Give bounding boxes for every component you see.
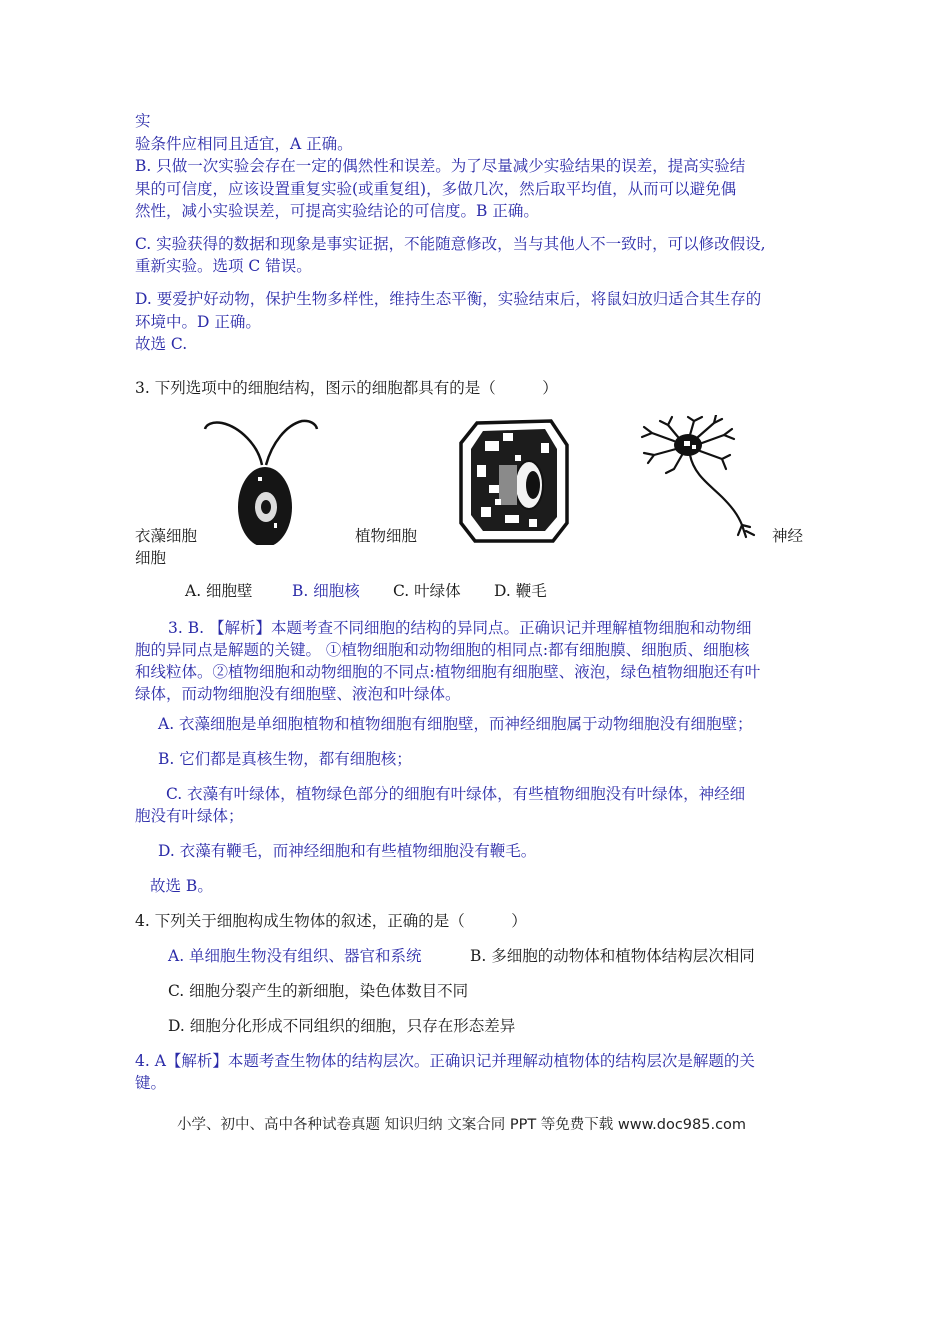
analysis-line: 故选 C. [135, 335, 188, 353]
question-stem: 3. 下列选项中的细胞结构，图示的细胞都具有的是（ ） [135, 379, 558, 397]
analysis-line: 胞没有叶绿体； [135, 807, 244, 825]
question-stem: 4. 下列关于细胞构成生物体的叙述，正确的是（ ） [135, 912, 527, 930]
plant-cell-icon [455, 415, 575, 545]
analysis-line: D. 要爱护好动物，保护生物多样性，维持生态平衡，实验结束后，将鼠妇放归适合其生存的 [135, 290, 762, 308]
analysis-line: 验条件应相同且适宜，A 正确。 [135, 135, 353, 153]
option-d: D. 鞭毛 [494, 582, 547, 600]
option-a: A. 单细胞生物没有组织、器官和系统 [168, 947, 422, 965]
figure-caption: 植物细胞 [355, 527, 418, 545]
analysis-line: 故选 B。 [150, 877, 213, 895]
analysis-line: 果的可信度，应该设置重复实验(或重复组)，多做几次，然后取平均值，从而可以避免偶 [135, 180, 737, 198]
option-c: C. 叶绿体 [393, 582, 461, 600]
analysis-line: 3. B. 【解析】本题考查不同细胞的结构的异同点。正确识记并理解植物细胞和动物细 [168, 619, 752, 637]
analysis-line: 键。 [135, 1074, 167, 1092]
analysis-line: 环境中。D 正确。 [135, 313, 261, 331]
analysis-line: D. 衣藻有鞭毛，而神经细胞和有些植物细胞没有鞭毛。 [158, 842, 537, 860]
chlamydomonas-icon [200, 415, 320, 545]
analysis-line: 实 [135, 112, 151, 130]
figure-caption: 神经 [772, 527, 804, 545]
option-b: B. 多细胞的动物体和植物体结构层次相同 [470, 947, 755, 965]
analysis-line: B. 它们都是真核生物，都有细胞核； [158, 750, 412, 768]
analysis-line: 绿体，而动物细胞没有细胞壁、液泡和叶绿体。 [135, 685, 461, 703]
analysis-line: C. 衣藻有叶绿体，植物绿色部分的细胞有叶绿体，有些植物细胞没有叶绿体，神经细 [166, 785, 746, 803]
option-d: D. 细胞分化形成不同组织的细胞，只存在形态差异 [168, 1017, 516, 1035]
figure-caption: 细胞 [135, 549, 167, 567]
analysis-line: 然性，减小实验误差，可提高实验结论的可信度。B 正确。 [135, 202, 539, 220]
analysis-line: 胞的异同点是解题的关键。 ①植物细胞和动物细胞的相同点:都有细胞膜、细胞质、细胞核 [135, 641, 750, 659]
neuron-icon [638, 415, 773, 545]
figure-caption: 衣藻细胞 [135, 527, 198, 545]
option-a: A. 细胞壁 [185, 582, 253, 600]
option-c: C. 细胞分裂产生的新细胞，染色体数目不同 [168, 982, 469, 1000]
analysis-line: A. 衣藻细胞是单细胞植物和植物细胞有细胞壁，而神经细胞属于动物细胞没有细胞壁； [158, 715, 753, 733]
analysis-line: C. 实验获得的数据和现象是事实证据，不能随意修改，当与其他人不一致时，可以修改假设, [135, 235, 766, 253]
option-b: B. 细胞核 [292, 582, 360, 600]
analysis-line: 重新实验。选项 C 错误。 [135, 257, 312, 275]
page-footer: 小学、初中、高中各种试卷真题 知识归纳 文案合同 PPT 等免费下载 www.doc985.com [177, 1117, 747, 1133]
analysis-line: B. 只做一次实验会存在一定的偶然性和误差。为了尽量减少实验结果的误差，提高实验结 [135, 157, 746, 175]
analysis-line: 4. A【解析】本题考查生物体的结构层次。正确识记并理解动植物体的结构层次是解题的关 [135, 1052, 755, 1070]
analysis-line: 和线粒体。②植物细胞和动物细胞的不同点:植物细胞有细胞壁、液泡，绿色植物细胞还有叶 [135, 663, 761, 681]
